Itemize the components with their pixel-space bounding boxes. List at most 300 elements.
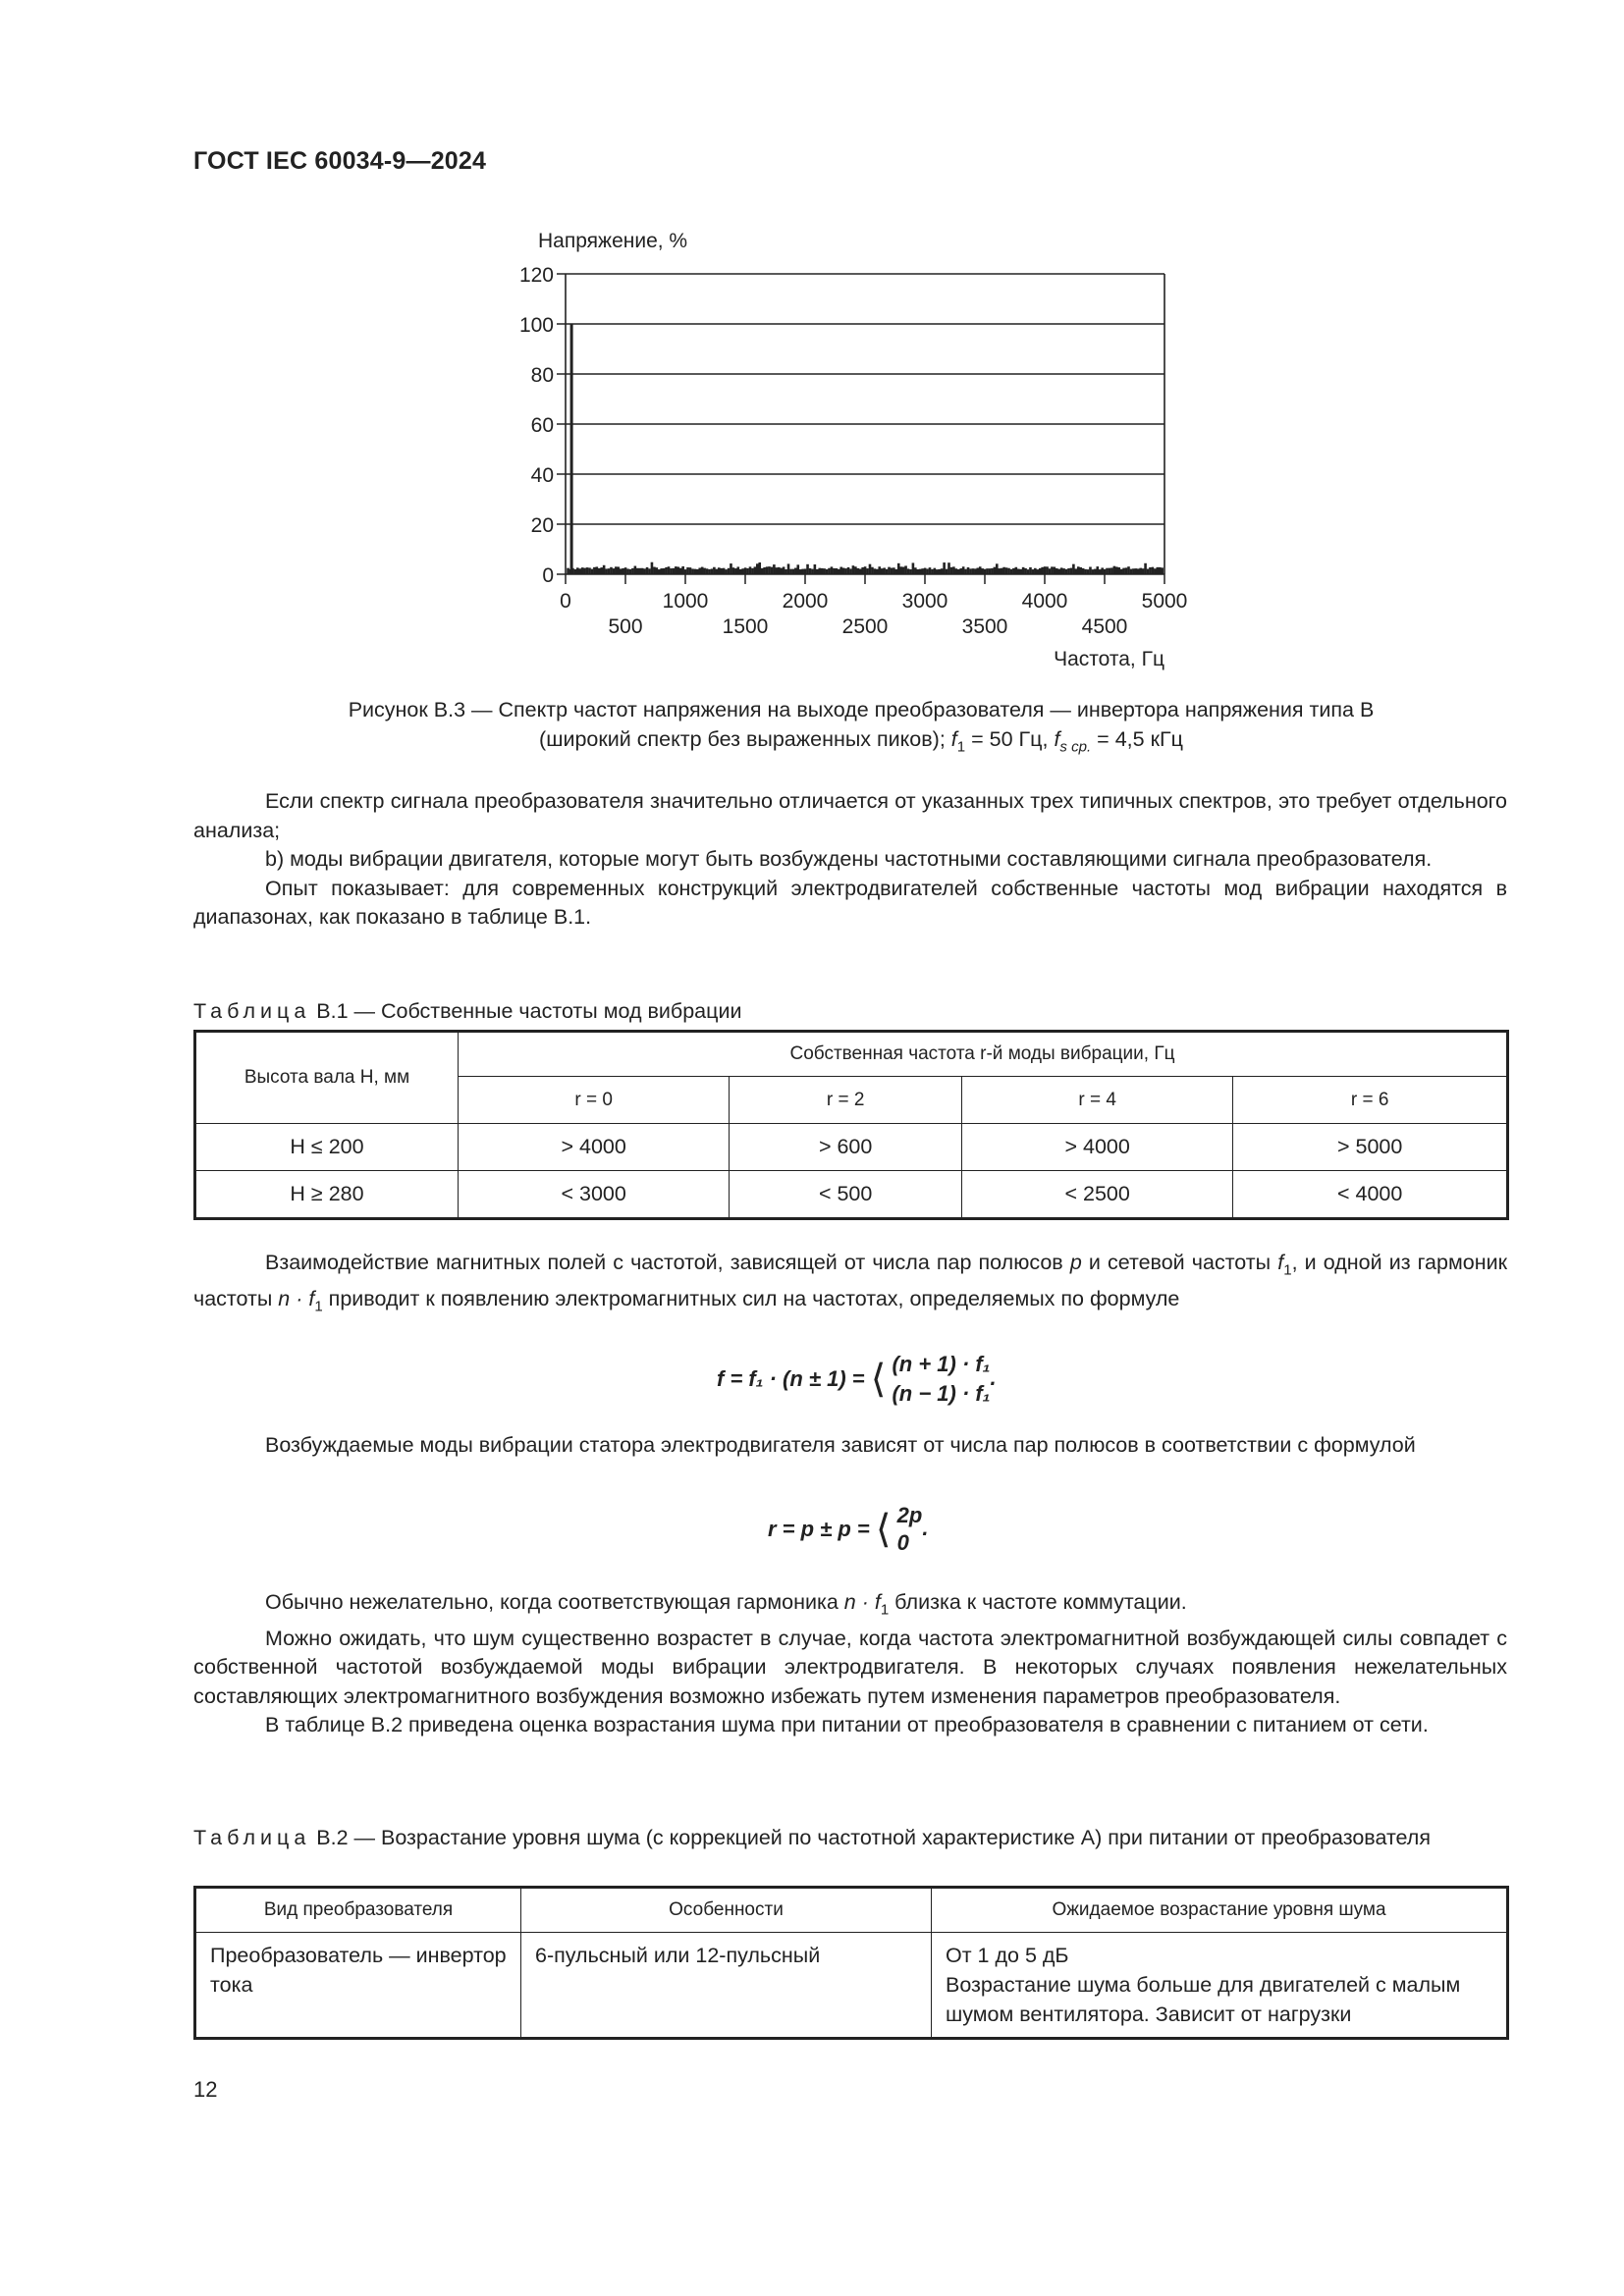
x-tick-label: 2000: [782, 590, 829, 613]
noise-bar: [842, 568, 845, 574]
table1-caption: Таблица В.1 — Собственные частоты мод вибрации: [193, 999, 742, 1023]
noise-bar: [1130, 569, 1133, 574]
noise-bar: [1132, 568, 1135, 574]
noise-bar: [598, 568, 601, 574]
noise-bar: [881, 568, 884, 574]
noise-bar: [1079, 567, 1082, 574]
noise-bar: [947, 562, 950, 574]
noise-bar: [574, 569, 577, 574]
noise-bar: [646, 567, 649, 574]
noise-bar: [852, 565, 855, 574]
noise-bar: [919, 569, 922, 574]
noise-bar: [929, 567, 932, 574]
noise-bar: [1070, 568, 1073, 574]
noise-bar: [696, 569, 699, 574]
noise-bar: [723, 568, 726, 574]
noise-bar: [823, 568, 826, 574]
noise-bar: [660, 568, 663, 574]
table1-header-shaft-height: Высота вала Н, мм: [195, 1032, 459, 1124]
noise-bar: [758, 562, 761, 574]
x-tick-label: 5000: [1141, 590, 1188, 613]
noise-bar: [708, 569, 711, 574]
noise-bar: [739, 569, 742, 574]
paragraph: Если спектр сигнала преобразователя значительно отличается от указанных трех типичных спектров, это требует отдельного анализа;: [193, 789, 1507, 842]
noise-bar: [689, 567, 692, 574]
noise-bar: [1046, 566, 1049, 574]
noise-bar: [899, 566, 902, 574]
noise-bar: [622, 568, 624, 574]
noise-bar: [912, 562, 915, 574]
noise-bar: [1127, 566, 1130, 574]
noise-bar: [624, 567, 627, 574]
noise-bar: [668, 566, 671, 574]
figure-caption: [196, 695, 1526, 762]
noise-bar: [701, 567, 704, 574]
noise-bar: [610, 567, 613, 574]
noise-bar: [605, 568, 608, 574]
noise-bar: [761, 568, 764, 574]
noise-bar: [962, 566, 965, 574]
noise-bar: [1125, 567, 1128, 574]
noise-bar: [730, 563, 732, 574]
noise-bar: [926, 568, 929, 574]
noise-bar: [893, 567, 895, 574]
noise-bar: [1024, 568, 1027, 574]
noise-bar: [1142, 568, 1145, 574]
noise-bar: [754, 566, 757, 574]
noise-bar: [749, 566, 752, 574]
noise-bar: [849, 568, 852, 574]
y-tick-label: 20: [530, 514, 554, 537]
noise-bar: [716, 569, 719, 574]
noise-bar: [1022, 567, 1025, 574]
noise-bar: [681, 566, 684, 574]
noise-bar: [593, 567, 596, 574]
noise-bar: [1062, 568, 1065, 574]
noise-bar: [1135, 568, 1138, 574]
table1-subheader: r = 2: [730, 1077, 962, 1124]
noise-bar: [773, 564, 776, 574]
noise-bar: [1010, 569, 1013, 574]
noise-bar: [1109, 568, 1111, 574]
paragraph-block-3: [193, 1431, 1507, 1461]
noise-bar: [904, 565, 907, 574]
noise-bar: [833, 568, 836, 574]
table1-subheader: r = 6: [1233, 1077, 1508, 1124]
noise-bar: [1039, 568, 1042, 574]
x-tick-label: 4500: [1081, 615, 1128, 638]
noise-bar: [713, 567, 716, 574]
y-tick-label: 60: [530, 414, 554, 437]
noise-bar: [718, 567, 721, 574]
noise-bar: [1149, 567, 1152, 574]
noise-bar: [1032, 569, 1035, 574]
noise-bar: [588, 567, 591, 574]
noise-bar: [631, 568, 634, 574]
noise-bar: [653, 567, 656, 574]
noise-bar: [938, 569, 941, 574]
noise-bar: [673, 568, 676, 574]
noise-bar: [1005, 567, 1008, 574]
noise-bar: [581, 567, 584, 574]
noise-bar: [943, 562, 946, 574]
document-header: ГОСТ IEC 60034-9—2024: [193, 147, 487, 175]
noise-bar: [620, 568, 623, 574]
y-tick-label: 120: [518, 264, 554, 287]
noise-bar: [1067, 568, 1070, 574]
noise-bar: [1036, 569, 1039, 574]
noise-bar: [613, 568, 616, 574]
noise-bar: [1056, 568, 1058, 574]
caption-line-2: (широкий спектр без выраженных пиков); $f_1 = 50$ Гц, $f_{s ср.} = 4,5$ кГц: [539, 727, 1183, 756]
noise-bar: [1012, 568, 1015, 574]
noise-bar: [720, 568, 723, 574]
noise-bar: [831, 566, 834, 574]
y-tick-label: 0: [542, 564, 554, 587]
noise-bar: [617, 566, 620, 574]
caption-line-1: Рисунок В.3 — Спектр частот напряжения на выходе преобразователя — инвертора напряжения типа В: [348, 698, 1375, 721]
noise-bar: [728, 568, 731, 574]
noise-bar: [1019, 569, 1022, 574]
noise-bar: [864, 566, 867, 574]
noise-bar: [756, 563, 759, 574]
paragraph: Опыт показывает: для современных конструкций электродвигателей собственные частоты мод вибрации находятся в диапазонах, как показано в таблице В.1.: [193, 876, 1507, 929]
x-tick-label: 3000: [901, 590, 948, 613]
noise-bar: [1075, 568, 1078, 574]
noise-bar: [787, 563, 790, 574]
paragraph: Можно ожидать, что шум существенно возрастет в случае, когда частота электромагнитной возбуждающей силы совпадет с собственной частотой возбуждаемой моды вибрации электродвигателя. В некоторых случаях появления нежелательных составляющих электромагнитного возбуждения возможно избежать путем изменения параметров преобразователя.: [193, 1626, 1507, 1708]
peak-bar: [570, 324, 573, 574]
table2-header: Ожидаемое возрастание уровня шума: [932, 1888, 1508, 1933]
noise-bar: [684, 569, 687, 574]
noise-bar: [989, 568, 992, 574]
noise-bar: [1099, 569, 1102, 574]
noise-bar: [780, 568, 783, 574]
table-row: Н ≤ 200 > 4000 > 600 > 4000 > 5000: [195, 1124, 1508, 1171]
noise-bar: [648, 568, 651, 574]
noise-bar: [1072, 564, 1075, 574]
noise-bar: [952, 566, 955, 574]
noise-bar: [789, 569, 792, 574]
noise-bar: [1029, 567, 1032, 574]
noise-bar: [638, 568, 641, 574]
table1-header-group: Собственная частота r-й моды вибрации, Гц: [459, 1032, 1508, 1077]
noise-bar: [1060, 567, 1063, 574]
noise-bar: [888, 567, 891, 574]
table1-subheader: r = 4: [961, 1077, 1232, 1124]
noise-bar: [634, 566, 637, 574]
noise-bar: [984, 569, 987, 574]
noise-bar: [1002, 567, 1005, 574]
noise-bar: [1049, 568, 1052, 574]
noise-bar: [658, 569, 661, 574]
noise-bar: [1144, 563, 1147, 574]
noise-bar: [734, 568, 737, 574]
noise-bar: [909, 569, 912, 574]
noise-bar: [991, 568, 994, 574]
noise-bar: [1007, 568, 1010, 574]
noise-bar: [694, 569, 697, 574]
noise-bar: [883, 567, 886, 574]
noise-bar: [921, 568, 924, 574]
noise-bar: [1041, 567, 1044, 574]
noise-bar: [792, 569, 795, 574]
noise-bar: [1054, 567, 1056, 574]
noise-bar: [964, 569, 967, 574]
noise-bar: [1044, 566, 1047, 574]
noise-bar: [1087, 569, 1090, 574]
noise-bar: [656, 567, 659, 574]
noise-bar: [959, 568, 962, 574]
noise-bar: [578, 568, 581, 574]
noise-bar: [844, 568, 847, 574]
formula-modes: r = p ± p = ⟨ 2p 0 .: [768, 1503, 929, 1555]
y-tick-label: 100: [518, 314, 554, 337]
noise-bar: [1034, 568, 1037, 574]
noise-bar: [1110, 567, 1113, 574]
y-tick-label: 40: [530, 464, 554, 487]
noise-bar: [1104, 569, 1107, 574]
noise-bar: [1117, 567, 1120, 574]
table1-subheader: r = 0: [459, 1077, 730, 1124]
noise-bar: [847, 567, 850, 574]
x-tick-label: 1000: [662, 590, 709, 613]
noise-bar: [1106, 568, 1109, 574]
noise-bar: [924, 568, 927, 574]
noise-bar: [946, 569, 948, 574]
x-tick-label: 0: [560, 590, 571, 613]
noise-bar: [859, 569, 862, 574]
noise-bar: [996, 563, 999, 574]
x-tick-label: 3500: [961, 615, 1008, 638]
noise-bar: [763, 567, 766, 574]
table2-header: Особенности: [521, 1888, 932, 1933]
noise-bar: [1154, 568, 1157, 574]
noise-bar: [771, 567, 774, 574]
y-axis-label: Напряжение, %: [538, 230, 688, 252]
noise-bar: [629, 569, 632, 574]
noise-bar: [1137, 568, 1140, 574]
noise-bar: [670, 568, 673, 574]
formula-frequency: f = f₁ · (n ± 1) = ⟨ (n + 1) · f₁ (n − 1) · f₁ .: [717, 1352, 997, 1406]
noise-bar: [794, 568, 797, 574]
noise-bar: [1094, 569, 1097, 574]
noise-bar: [861, 567, 864, 574]
noise-bar: [665, 567, 668, 574]
table-row: Н ≥ 280 < 3000 < 500 < 2500 < 4000: [195, 1171, 1508, 1219]
x-tick-label: 1500: [722, 615, 769, 638]
noise-bar: [1084, 569, 1087, 574]
noise-bar: [675, 566, 677, 574]
noise-bar: [886, 569, 889, 574]
noise-bar: [641, 568, 644, 574]
noise-bar: [583, 568, 586, 574]
x-tick-label: 4000: [1021, 590, 1068, 613]
noise-bar: [663, 568, 666, 574]
noise-bar: [874, 568, 877, 574]
noise-bar: [907, 568, 910, 574]
noise-bar: [651, 562, 654, 574]
noise-bar: [1065, 569, 1068, 574]
paragraph: Взаимодействие магнитных полей с частотой, зависящей от числа пар полюсов p и сетевой частоты $f_1$, и одной из гармоник частоты $n \cdot f_1$ приводит к появлению электромагнитных сил на частотах, определяемых по формуле: [193, 1251, 1507, 1315]
noise-bar: [981, 568, 984, 574]
noise-bar: [1089, 566, 1092, 574]
noise-bar: [866, 568, 869, 574]
noise-bar: [838, 569, 840, 574]
noise-bar: [891, 568, 893, 574]
noise-bar: [615, 566, 618, 574]
noise-bar: [596, 566, 599, 574]
noise-bar: [711, 568, 714, 574]
noise-bar: [1115, 566, 1118, 574]
noise-bar: [603, 565, 606, 574]
noise-bar: [679, 568, 682, 574]
noise-bar: [826, 569, 829, 574]
x-tick-label: 500: [608, 615, 643, 638]
noise-bar: [785, 569, 787, 574]
page-number: 12: [193, 2077, 218, 2102]
noise-bar: [686, 567, 689, 574]
noise-bar: [1122, 568, 1125, 574]
noise-bar: [839, 567, 842, 574]
noise-bar: [856, 568, 859, 574]
noise-bar: [1017, 569, 1020, 574]
noise-bar: [691, 568, 694, 574]
table2-caption: Таблица В.2 — Возрастание уровня шума (с коррекцией по частотной характеристике А) при питании от преобразователя: [193, 1826, 1431, 1849]
noise-bar: [799, 569, 802, 574]
paragraph-block-1: [193, 787, 1507, 933]
y-tick-label: 80: [530, 364, 554, 387]
noise-bar: [778, 567, 781, 574]
paragraph-block-4: [193, 1588, 1507, 1740]
noise-bar: [1120, 569, 1123, 574]
noise-bar: [950, 567, 953, 574]
noise-bar: [998, 568, 1001, 574]
noise-bar: [591, 569, 594, 574]
table-row: Преобразователь — инвертор тока 6-пульсный или 12-пульсный От 1 до 5 дБ Возрастание шума больше для двигателей с малым шумом вентилятора. Зависит от нагрузки: [195, 1933, 1508, 2039]
noise-bar: [957, 569, 960, 574]
noise-bar: [1096, 566, 1099, 574]
noise-bar: [878, 566, 881, 574]
noise-bar: [1077, 566, 1080, 574]
noise-bar: [703, 568, 706, 574]
noise-bar: [725, 569, 728, 574]
noise-bar: [1001, 568, 1003, 574]
noise-bar: [969, 568, 972, 574]
noise-bar: [1159, 567, 1162, 574]
noise-bar: [600, 567, 603, 574]
paragraph: В таблице В.2 приведена оценка возрастания шума при питании от преобразователя в сравнении с питанием от сети.: [265, 1713, 1429, 1737]
noise-bar: [895, 569, 898, 574]
noise-bar: [1051, 566, 1054, 574]
noise-bar: [869, 564, 872, 574]
noise-bar: [608, 568, 611, 574]
noise-bar: [811, 569, 814, 574]
noise-bar: [751, 568, 754, 574]
noise-bar: [936, 569, 939, 574]
noise-bar: [804, 568, 807, 574]
noise-bar: [828, 568, 831, 574]
noise-bar: [1113, 566, 1116, 574]
noise-bar: [1147, 569, 1150, 574]
x-axis-label: Частота, Гц: [1054, 648, 1164, 670]
noise-bar: [916, 569, 919, 574]
noise-bar: [768, 566, 771, 574]
noise-bar: [1015, 567, 1018, 574]
noise-bar: [643, 568, 646, 574]
noise-bar: [955, 568, 958, 574]
noise-bar: [1057, 569, 1060, 574]
noise-bar: [626, 568, 629, 574]
noise-bar: [776, 567, 779, 574]
noise-bar: [1152, 567, 1155, 574]
noise-bar: [732, 567, 735, 574]
noise-bar: [931, 569, 934, 574]
noise-bar: [706, 568, 709, 574]
noise-bar: [972, 568, 975, 574]
paragraph: Обычно нежелательно, когда соответствующая гармоника $n \cdot f_1$ близка к частоте коммутации.: [265, 1590, 1187, 1619]
noise-bar: [967, 567, 970, 574]
noise-bar: [854, 566, 857, 574]
noise-bar: [897, 563, 900, 574]
noise-bar: [698, 568, 701, 574]
noise-bar: [744, 567, 747, 574]
noise-bar: [1082, 568, 1085, 574]
noise-bar: [979, 566, 982, 574]
paragraph-block-2: [193, 1249, 1507, 1321]
noise-bar: [1101, 567, 1104, 574]
noise-bar: [1139, 568, 1142, 574]
noise-bar: [576, 567, 579, 574]
noise-bar: [818, 568, 821, 574]
noise-bar: [586, 567, 589, 574]
paragraph: b) моды вибрации двигателя, которые могут быть возбуждены частотными составляющими сигнала преобразователя.: [265, 847, 1433, 871]
noise-bar: [976, 568, 979, 574]
noise-bar: [941, 568, 944, 574]
noise-bar: [1161, 567, 1164, 574]
noise-bar: [876, 569, 879, 574]
noise-bar: [994, 567, 997, 574]
noise-bar: [746, 568, 749, 574]
noise-bar: [836, 568, 839, 574]
noise-bar: [796, 564, 799, 574]
noise-bar: [816, 569, 819, 574]
noise-bar: [677, 566, 679, 574]
noise-bar: [1027, 569, 1030, 574]
table2-header: Вид преобразователя: [195, 1888, 521, 1933]
noise-bar: [806, 564, 809, 574]
noise-bar: [801, 569, 804, 574]
noise-bar: [736, 566, 739, 574]
noise-bar: [766, 566, 769, 574]
table-b1: [193, 1030, 1509, 1220]
noise-bar: [636, 568, 639, 574]
noise-bar: [974, 568, 977, 574]
noise-bar: [741, 568, 744, 574]
noise-bar: [567, 568, 569, 574]
noise-bar: [814, 564, 817, 574]
noise-bar: [1156, 567, 1159, 574]
noise-bar: [783, 566, 785, 574]
noise-bar: [934, 568, 937, 574]
spectrum-chart: [491, 216, 1237, 677]
table-b2: [193, 1886, 1509, 2040]
noise-bar: [871, 567, 874, 574]
noise-bar: [821, 568, 824, 574]
noise-bar: [986, 568, 989, 574]
noise-bar: [914, 567, 917, 574]
paragraph: Возбуждаемые моды вибрации статора электродвигателя зависят от числа пар полюсов в соответствии с формулой: [265, 1433, 1416, 1457]
